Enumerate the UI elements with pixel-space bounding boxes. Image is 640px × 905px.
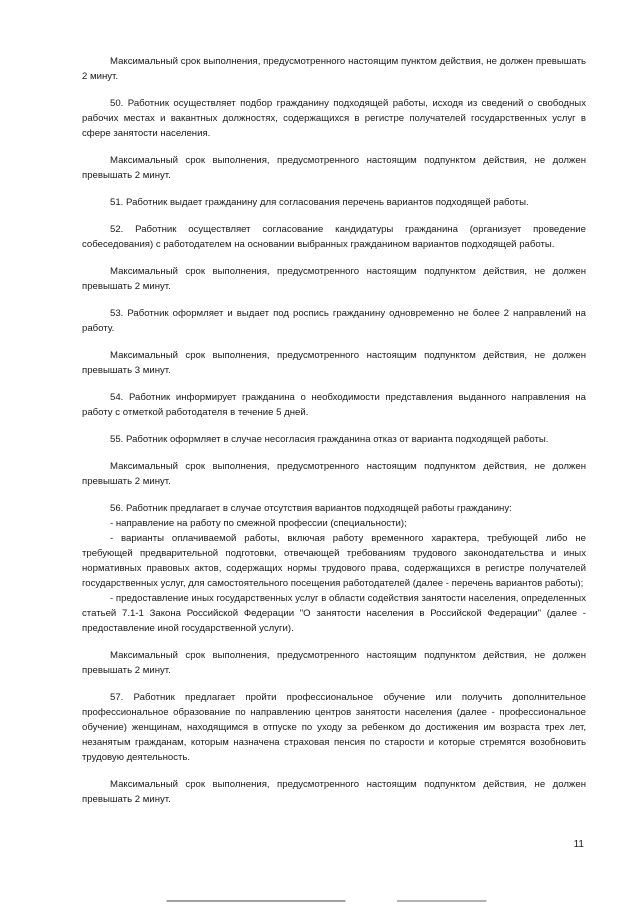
paragraph-51: 51. Работник выдает гражданину для согласования перечень вариантов подходящей работы.	[110, 197, 529, 208]
page-number: 11	[573, 839, 584, 850]
paragraph-max-time-5: Максимальный срок выполнения, предусмотренного настоящим подпунктом действия, не должен превышать 2 минут.	[82, 461, 586, 487]
paragraph-54: 54. Работник информирует гражданина о необходимости представления выданного направления на работу с отметкой работодателя в течение 5 дней.	[82, 392, 586, 418]
paragraph-57: 57. Работник предлагает пройти профессиональное обучение или получить дополнительное профессиональное образование по направлению центров занятости населения (далее - профессиональное обучение) женщинам, находящимся в отпуске по уходу за ребенком до достижения им возраста трех лет, незанятым гражданам, которым назначена страховая пенсия по старости и которые стремятся возобновить трудовую деятельность.	[82, 692, 586, 763]
paragraph-56-item-1: - направление на работу по смежной профессии (специальности);	[110, 518, 407, 529]
paragraph-53: 53. Работник оформляет и выдает под роспись гражданину одновременно не более 2 направлений на работу.	[82, 308, 586, 334]
paragraph-max-time-4: Максимальный срок выполнения, предусмотренного настоящим подпунктом действия, не должен превышать 3 минут.	[82, 350, 586, 376]
paragraph-55: 55. Работник оформляет в случае несогласия гражданина отказ от варианта подходящей работы.	[110, 434, 549, 445]
paragraph-max-time-3: Максимальный срок выполнения, предусмотренного настоящим подпунктом действия, не должен превышать 2 минут.	[82, 266, 586, 292]
paragraph-56-block	[82, 501, 586, 636]
paragraph-max-time-6: Максимальный срок выполнения, предусмотренного настоящим подпунктом действия, не должен превышать 2 минут.	[82, 650, 586, 676]
paragraph-52: 52. Работник осуществляет согласование кандидатуры гражданина (организует проведение собеседования) с работодателем на основании выбранных гражданином вариантов подходящей работы.	[82, 224, 586, 250]
paragraph-56-item-3: - предоставление иных государственных услуг в области содействия занятости населения, определенных статьей 7.1-1 Закона Российской Федерации "О занятости населения в Российской Федерации" (далее - предоставление иной государственной услуги).	[82, 593, 586, 634]
scan-bottom-edge	[0, 900, 640, 902]
paragraph-50: 50. Работник осуществляет подбор гражданину подходящей работы, исходя из сведений о свободных рабочих местах и вакантных должностях, содержащихся в регистре получателей государственных услуг в сфере занятости населения.	[82, 98, 586, 139]
paragraph-56-intro: 56. Работник предлагает в случае отсутствия вариантов подходящей работы гражданину:	[110, 503, 512, 514]
paragraph-max-time-1: Максимальный срок выполнения, предусмотренного настоящим пунктом действия, не должен превышать 2 минут.	[82, 56, 586, 82]
paragraph-max-time-7: Максимальный срок выполнения, предусмотренного настоящим подпунктом действия, не должен превышать 2 минут.	[82, 779, 586, 805]
paragraph-max-time-2: Максимальный срок выполнения, предусмотренного настоящим подпунктом действия, не должен превышать 2 минут.	[82, 155, 586, 181]
document-body	[82, 54, 586, 819]
paragraph-56-item-2: - варианты оплачиваемой работы, включая работу временного характера, требующей либо не требующей предварительной подготовки, отвечающей требованиям трудового законодательства и иных нормативных правовых актов, содержащих нормы трудового права, содержащихся в регистре получателей государственных услуг, для самостоятельного посещения работодателей (далее - перечень вариантов работы);	[82, 533, 586, 589]
